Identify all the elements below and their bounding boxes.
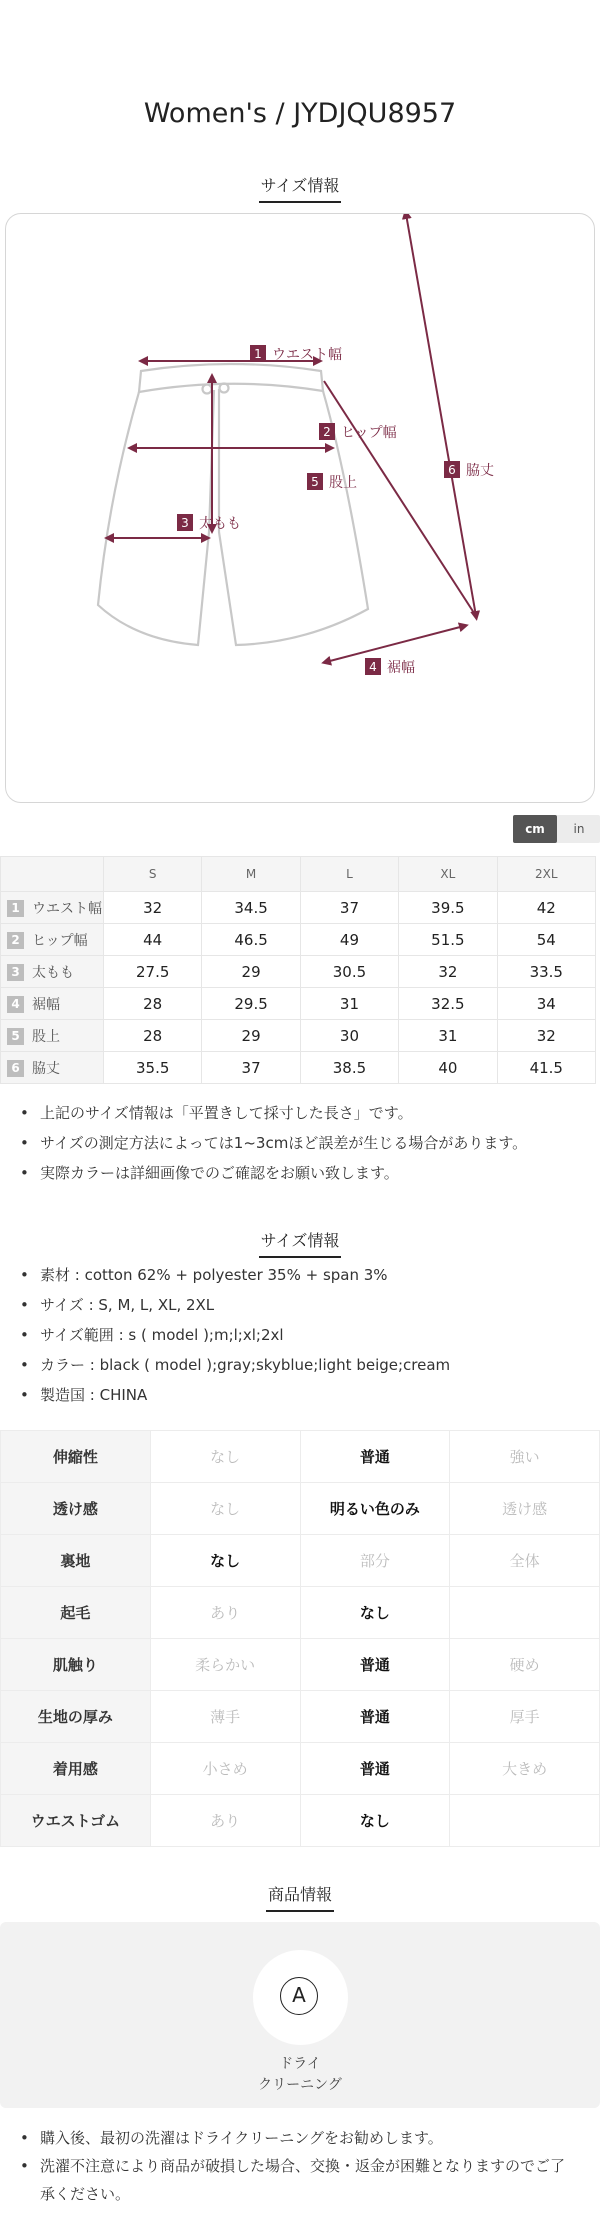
- row-label: 5 股上: [1, 1020, 104, 1052]
- attribute-option: 小さめ: [150, 1743, 300, 1795]
- row-label: 1 ウエスト幅: [1, 892, 104, 924]
- table-cell: 32.5: [399, 988, 497, 1020]
- table-row: [1, 956, 596, 988]
- row-number-badge: 3: [7, 964, 24, 981]
- table-cell: 34.5: [202, 892, 300, 924]
- section-heading-product-info: 商品情報: [0, 1882, 600, 1912]
- attribute-name: 透け感: [1, 1483, 151, 1535]
- table-cell: 31: [399, 1020, 497, 1052]
- svg-text:ウエスト幅: ウエスト幅: [272, 347, 342, 363]
- svg-text:裾幅: 裾幅: [387, 660, 415, 676]
- attribute-option: 普通: [300, 1743, 450, 1795]
- table-cell: 54: [497, 924, 595, 956]
- product-title: Women's / JYDJQU8957: [143, 98, 457, 129]
- attribute-name: 起毛: [1, 1587, 151, 1639]
- table-row: [1, 1795, 600, 1847]
- diagram-label-1: [250, 345, 342, 363]
- svg-text:5: 5: [311, 475, 319, 489]
- attribute-name: 生地の厚み: [1, 1691, 151, 1743]
- table-cell: 51.5: [399, 924, 497, 956]
- diagram-label-6: [444, 461, 494, 479]
- svg-text:股上: 股上: [329, 475, 357, 491]
- size-col-m: M: [202, 857, 300, 892]
- row-label: 6 脇丈: [1, 1052, 104, 1084]
- attribute-option: [450, 1587, 600, 1639]
- attribute-option: あり: [150, 1587, 300, 1639]
- attribute-name: 裏地: [1, 1535, 151, 1587]
- list-item: • 素材 : cotton 62% + polyester 35% + span 3%: [18, 1260, 450, 1290]
- attribute-option: 薄手: [150, 1691, 300, 1743]
- svg-text:3: 3: [181, 516, 189, 530]
- table-row: [1, 1587, 600, 1639]
- svg-text:太もも: 太もも: [199, 516, 241, 532]
- table-row: [1, 1743, 600, 1795]
- attribute-option: [450, 1795, 600, 1847]
- attribute-option: 強い: [450, 1431, 600, 1483]
- size-diagram: [5, 213, 595, 803]
- attribute-name: ウエストゴム: [1, 1795, 151, 1847]
- list-item: • サイズの測定方法によっては1~3cmほど誤差が生じる場合があります。: [18, 1128, 527, 1158]
- table-cell: 27.5: [104, 956, 202, 988]
- table-row: [1, 1483, 600, 1535]
- attribute-option: 硬め: [450, 1639, 600, 1691]
- shorts-outline: [98, 364, 368, 645]
- table-row: [1, 924, 596, 956]
- table-row: [1, 1052, 596, 1084]
- list-item: • カラー : black ( model );gray;skyblue;light beige;cream: [18, 1350, 450, 1380]
- attribute-option: なし: [300, 1587, 450, 1639]
- diagram-label-2: [319, 423, 397, 441]
- table-cell: 42: [497, 892, 595, 924]
- table-row: [1, 1639, 600, 1691]
- attribute-option: 普通: [300, 1431, 450, 1483]
- table-cell: 33.5: [497, 956, 595, 988]
- size-col-xl: XL: [399, 857, 497, 892]
- list-item: • 上記のサイズ情報は「平置きして採寸した長さ」です。: [18, 1098, 527, 1128]
- row-label: 3 太もも: [1, 956, 104, 988]
- svg-text:ヒップ幅: ヒップ幅: [341, 425, 397, 441]
- diagram-label-3: [177, 514, 241, 532]
- table-cell: 38.5: [300, 1052, 398, 1084]
- row-number-badge: 1: [7, 900, 24, 917]
- table-cell: 37: [202, 1052, 300, 1084]
- table-cell: 41.5: [497, 1052, 595, 1084]
- table-cell: 39.5: [399, 892, 497, 924]
- size-table-corner: [1, 857, 104, 892]
- table-cell: 28: [104, 1020, 202, 1052]
- attribute-name: 伸縮性: [1, 1431, 151, 1483]
- attribute-name: 着用感: [1, 1743, 151, 1795]
- table-cell: 49: [300, 924, 398, 956]
- row-label: 4 裾幅: [1, 988, 104, 1020]
- table-cell: 32: [104, 892, 202, 924]
- row-number-badge: 4: [7, 996, 24, 1013]
- attribute-option: 全体: [450, 1535, 600, 1587]
- list-item: • 洗濯不注意により商品が破損した場合、交換・返金が困難となりますのでご了承ください。: [18, 2152, 578, 2208]
- care-instructions-box: [0, 1922, 600, 2108]
- care-label: ドライ クリーニング: [258, 2056, 342, 2093]
- attribute-name: 肌触り: [1, 1639, 151, 1691]
- table-cell: 37: [300, 892, 398, 924]
- size-col-s: S: [104, 857, 202, 892]
- table-cell: 40: [399, 1052, 497, 1084]
- diagram-label-4: [365, 658, 415, 676]
- section-heading-size-info: サイズ情報: [0, 173, 600, 203]
- table-cell: 35.5: [104, 1052, 202, 1084]
- diagram-label-5: [307, 473, 357, 491]
- svg-text:1: 1: [254, 347, 262, 361]
- table-cell: 29: [202, 956, 300, 988]
- attribute-option: なし: [150, 1431, 300, 1483]
- row-number-badge: 2: [7, 932, 24, 949]
- attribute-option: あり: [150, 1795, 300, 1847]
- list-item: • 購入後、最初の洗濯はドライクリーニングをお勧めします。: [18, 2124, 578, 2152]
- table-cell: 30: [300, 1020, 398, 1052]
- attribute-option: 部分: [300, 1535, 450, 1587]
- attribute-option: なし: [150, 1535, 300, 1587]
- unit-cm-button[interactable]: cm: [513, 815, 557, 843]
- svg-text:2: 2: [323, 425, 331, 439]
- attribute-option: 厚手: [450, 1691, 600, 1743]
- table-cell: 44: [104, 924, 202, 956]
- table-cell: 29: [202, 1020, 300, 1052]
- table-row: [1, 1431, 600, 1483]
- list-item: • サイズ : S, M, L, XL, 2XL: [18, 1290, 450, 1320]
- section-heading-size-info-2: サイズ情報: [0, 1228, 600, 1258]
- care-icon-circle: [253, 1950, 348, 2045]
- unit-in-button[interactable]: in: [573, 822, 585, 836]
- shorts-measurement-illustration: [6, 214, 596, 804]
- attribute-option: 普通: [300, 1639, 450, 1691]
- row-number-badge: 6: [7, 1060, 24, 1077]
- size-table-header: [1, 857, 596, 892]
- row-number-badge: 5: [7, 1028, 24, 1045]
- svg-text:脇丈: 脇丈: [466, 463, 494, 479]
- row-label: 2 ヒップ幅: [1, 924, 104, 956]
- unit-toggle[interactable]: [513, 815, 600, 843]
- table-row: [1, 988, 596, 1020]
- table-cell: 32: [399, 956, 497, 988]
- attribute-option: 透け感: [450, 1483, 600, 1535]
- table-row: [1, 1535, 600, 1587]
- svg-text:6: 6: [448, 463, 456, 477]
- table-cell: 29.5: [202, 988, 300, 1020]
- table-cell: 46.5: [202, 924, 300, 956]
- attribute-option: 大きめ: [450, 1743, 600, 1795]
- attribute-option: なし: [300, 1795, 450, 1847]
- fabric-attributes-table: [0, 1430, 600, 1847]
- size-col-l: L: [300, 857, 398, 892]
- table-cell: 32: [497, 1020, 595, 1052]
- size-col-2xl: 2XL: [497, 857, 595, 892]
- attribute-option: 明るい色のみ: [300, 1483, 450, 1535]
- table-cell: 31: [300, 988, 398, 1020]
- dry-clean-icon: A: [280, 1977, 318, 2015]
- attribute-option: 普通: [300, 1691, 450, 1743]
- table-cell: 28: [104, 988, 202, 1020]
- table-row: [1, 892, 596, 924]
- size-table: [0, 856, 596, 1084]
- table-cell: 34: [497, 988, 595, 1020]
- attribute-option: 柔らかい: [150, 1639, 300, 1691]
- table-row: [1, 1691, 600, 1743]
- table-row: [1, 1020, 596, 1052]
- svg-text:4: 4: [369, 660, 377, 674]
- table-cell: 30.5: [300, 956, 398, 988]
- list-item: • サイズ範囲 : s ( model );m;l;xl;2xl: [18, 1320, 450, 1350]
- care-notes-list: [18, 2124, 578, 2208]
- list-item: • 実際カラーは詳細画像でのご確認をお願い致します。: [18, 1158, 527, 1188]
- spec-list: [18, 1260, 450, 1410]
- size-notes-list: [18, 1098, 527, 1188]
- list-item: • 製造国 : CHINA: [18, 1380, 450, 1410]
- attribute-option: なし: [150, 1483, 300, 1535]
